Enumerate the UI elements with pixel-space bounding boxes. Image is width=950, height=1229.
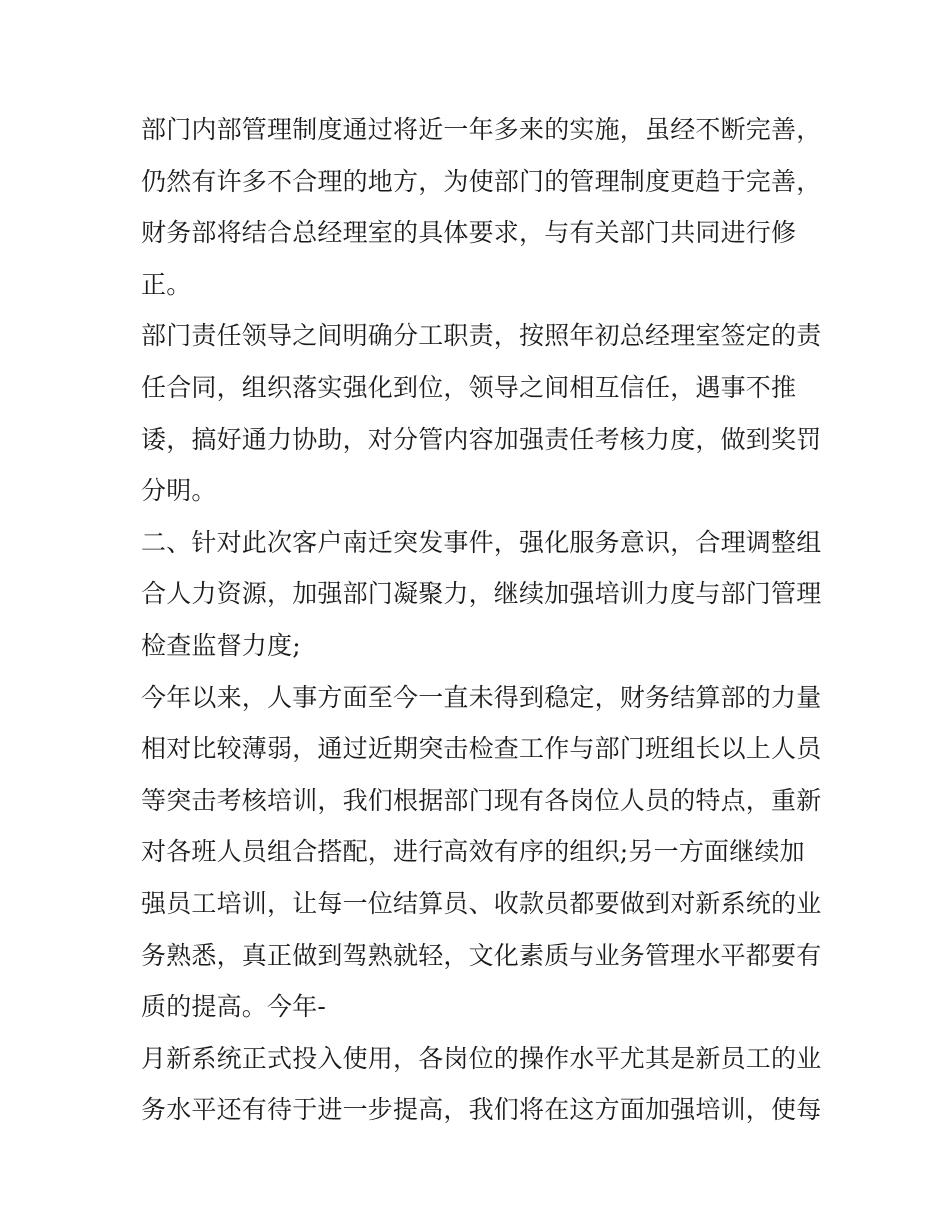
- text-line: 月新系统正式投入使用，各岗位的操作水平尤其是新员工的业: [141, 1043, 822, 1073]
- text-line: 财务部将结合总经理室的具体要求，与有关部门共同进行修: [141, 218, 797, 248]
- text-line: 正。: [141, 269, 192, 299]
- text-line: 对各班人员组合搭配，进行高效有序的组织;另一方面继续加: [141, 837, 805, 867]
- text-line: 务水平还有待于进一步提高，我们将在这方面加强培训，使每: [141, 1095, 822, 1125]
- text-line: 合人力资源，加强部门凝聚力，继续加强培训力度与部门管理: [141, 579, 822, 609]
- text-line: 分明。: [141, 476, 217, 506]
- text-line: 任合同，组织落实强化到位，领导之间相互信任，遇事不推: [141, 372, 797, 402]
- text-line: 等突击考核培训，我们根据部门现有各岗位人员的特点，重新: [141, 785, 822, 815]
- document-body: [141, 104, 821, 1136]
- text-line: 部门责任领导之间明确分工职责，按照年初总经理室签定的责: [141, 321, 822, 351]
- text-line: 仍然有许多不合理的地方，为使部门的管理制度更趋于完善，: [141, 166, 822, 196]
- text-line: 检查监督力度;: [141, 630, 301, 660]
- text-line: 强员工培训，让每一位结算员、收款员都要做到对新系统的业: [141, 888, 822, 918]
- text-line: 部门内部管理制度通过将近一年多来的实施，虽经不断完善，: [141, 115, 822, 144]
- text-line: 务熟悉，真正做到驾熟就轻，文化素质与业务管理水平都要有: [141, 940, 822, 970]
- text-line: 相对比较薄弱，通过近期突击检查工作与部门班组长以上人员: [141, 734, 822, 764]
- text-line: 诿，搞好通力协助，对分管内容加强责任考核力度，做到奖罚: [141, 424, 822, 454]
- text-line: 今年以来，人事方面至今一直未得到稳定，财务结算部的力量: [141, 682, 822, 712]
- text-line: 质的提高。今年-: [141, 992, 327, 1022]
- text-line: 二、针对此次客户南迁突发事件，强化服务意识，合理调整组: [141, 527, 822, 557]
